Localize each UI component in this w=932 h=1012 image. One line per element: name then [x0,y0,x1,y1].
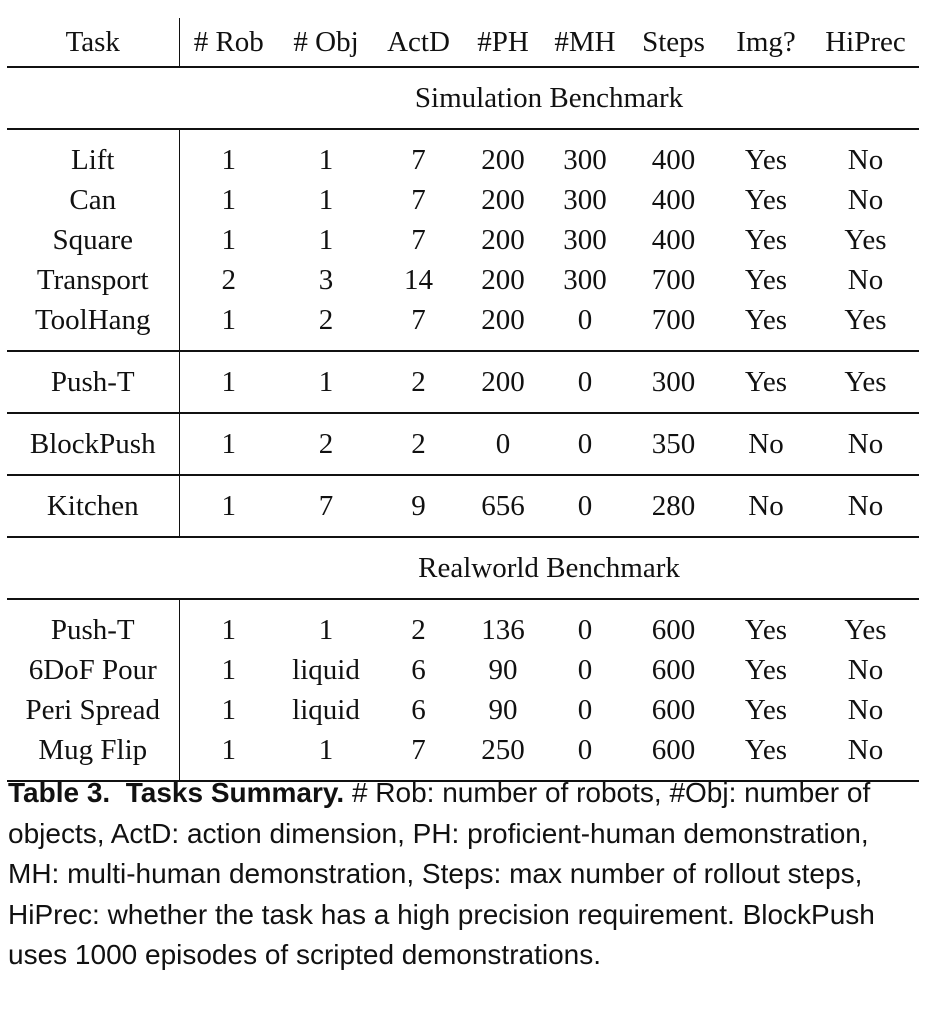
table-cell: 600 [627,730,720,781]
table-cell: 0 [543,351,627,413]
table-cell: 7 [278,475,374,537]
table-row [7,690,919,730]
table-cell: 0 [543,413,627,475]
table-cell: Yes [720,730,812,781]
table-cell: liquid [292,654,360,686]
column-header: Img? [736,26,796,58]
task-name-cell: Lift [7,129,179,180]
table-cell: 1 [278,730,374,781]
column-header: # Rob [193,26,264,58]
table-cell: Yes [720,351,812,413]
table-cell: 656 [463,475,543,537]
table-cell: 0 [543,475,627,537]
table-cell: 2 [221,264,236,296]
column-header: ActD [387,26,450,58]
task-name-cell: Square [7,220,179,260]
table-cell: 1 [318,144,334,176]
table-cell: 90 [488,654,518,686]
table-cell: 0 [463,413,543,475]
caption-title: Tasks Summary. [125,777,345,808]
tasks-summary-table [7,18,919,782]
task-name-cell: 6DoF Pour [7,650,179,690]
table-cell: 3 [318,264,334,296]
table-cell: Yes [744,304,788,336]
table-cell: 7 [374,730,463,781]
table-cell: 1 [179,413,278,475]
table-cell: 1 [221,224,236,256]
table-cell: 1 [318,614,334,646]
column-header: Steps [642,26,705,58]
table-cell: 1 [179,351,278,413]
table-cell: 2 [318,304,334,336]
table-cell: 1 [221,654,236,686]
table-row [7,180,919,220]
table-cell: No [847,654,884,686]
section-title-spacer [7,67,179,129]
section-title-row [7,67,919,129]
table-cell: Yes [844,614,887,646]
table-cell: 7 [411,304,426,336]
table-cell: 200 [463,351,543,413]
table-cell: 1 [221,694,236,726]
table-cell: No [847,694,884,726]
table-cell: 1 [318,224,334,256]
table-cell: 1 [221,184,236,216]
table-cell: No [812,413,919,475]
table-cell: 2 [374,413,463,475]
task-name-cell: Kitchen [7,475,179,537]
table-row [7,220,919,260]
table-cell: 1 [318,184,334,216]
table-cell: 1 [278,351,374,413]
table-cell: Yes [744,694,788,726]
task-name-cell: Transport [7,260,179,300]
table-cell: 0 [577,654,593,686]
table-cell: 1 [179,475,278,537]
table-cell: No [812,475,919,537]
task-name-cell: Push-T [7,351,179,413]
table-cell: liquid [292,694,360,726]
table-cell: 280 [627,475,720,537]
table-caption [8,773,922,976]
table-row [7,260,919,300]
table-cell: 250 [463,730,543,781]
table-cell: 300 [563,184,607,216]
table-cell: Yes [844,224,887,256]
table-cell: Yes [744,184,788,216]
table-row [7,129,919,180]
table-cell: 6 [411,654,426,686]
table-cell: No [847,184,884,216]
caption-label: Table 3. [8,777,111,808]
task-name-cell: Push-T [7,599,179,650]
section-title: Realworld Benchmark [179,537,919,599]
column-header: # Obj [293,26,359,58]
table-row [7,475,919,537]
task-name-cell: Mug Flip [7,730,179,781]
section-title-row [7,537,919,599]
caption-text: # Rob: number of robots, #Obj: number of objects, ActD: action dimension, PH: proficient-human demonstration, MH: multi-human demonstration, Steps: max number of rollout steps, HiPrec: whether the task has a high precision requirement. BlockPush uses 1000 episodes of scripted demonstrations. [8,777,875,970]
table-cell: No [847,144,884,176]
table-cell: No [847,264,884,296]
table-cell: 400 [651,144,696,176]
table-cell: 7 [411,184,426,216]
table-cell: 700 [651,264,696,296]
column-header: #PH [477,26,529,58]
table-cell: 0 [543,730,627,781]
table-cell: 14 [404,264,433,296]
table-cell: 300 [563,224,607,256]
table-cell: 350 [627,413,720,475]
table-cell: Yes [844,304,887,336]
table-cell: 9 [374,475,463,537]
section-title: Simulation Benchmark [179,67,919,129]
column-header: #MH [554,26,616,58]
table-cell: 7 [411,144,426,176]
table-cell: 1 [221,614,236,646]
table-row [7,351,919,413]
table-cell: 200 [481,144,525,176]
table-cell: Yes [744,264,788,296]
table-cell: 2 [411,614,426,646]
table-cell: No [812,730,919,781]
table-cell: 0 [577,304,593,336]
table-cell: 600 [651,654,696,686]
table-cell: 200 [481,264,525,296]
table-cell: 0 [577,694,593,726]
table-cell: No [720,475,812,537]
column-header: HiPrec [825,26,906,58]
column-header: Task [7,18,179,67]
table-row [7,650,919,690]
table-cell: 1 [179,730,278,781]
table-cell: 6 [411,694,426,726]
table-cell: 200 [481,304,525,336]
table-cell: 2 [374,351,463,413]
table-cell: No [720,413,812,475]
table-cell: Yes [812,351,919,413]
table-cell: 400 [651,224,696,256]
table-cell: 136 [481,614,525,646]
table-cell: 200 [481,224,525,256]
table-cell: Yes [744,654,788,686]
table-row [7,300,919,351]
task-name-cell: Can [7,180,179,220]
table-cell: 7 [411,224,426,256]
task-name-cell: ToolHang [7,300,179,351]
table-cell: 0 [577,614,593,646]
table-cell: Yes [744,144,788,176]
table-cell: Yes [744,224,788,256]
table-cell: 400 [651,184,696,216]
section-title-spacer [7,537,179,599]
table-cell: 600 [651,614,696,646]
table-cell: 300 [627,351,720,413]
table-cell: 300 [563,144,607,176]
table-row [7,599,919,650]
table-cell: Yes [744,614,788,646]
table-cell: 1 [221,304,236,336]
task-name-cell: Peri Spread [7,690,179,730]
table-cell: 700 [651,304,696,336]
table-cell: 300 [563,264,607,296]
table-cell: 1 [221,144,236,176]
table-cell: 2 [278,413,374,475]
table-cell: 600 [651,694,696,726]
table-row [7,413,919,475]
header-row [7,18,919,67]
task-name-cell: BlockPush [7,413,179,475]
table-cell: 90 [488,694,518,726]
table-body [7,18,919,781]
table-cell: 200 [481,184,525,216]
